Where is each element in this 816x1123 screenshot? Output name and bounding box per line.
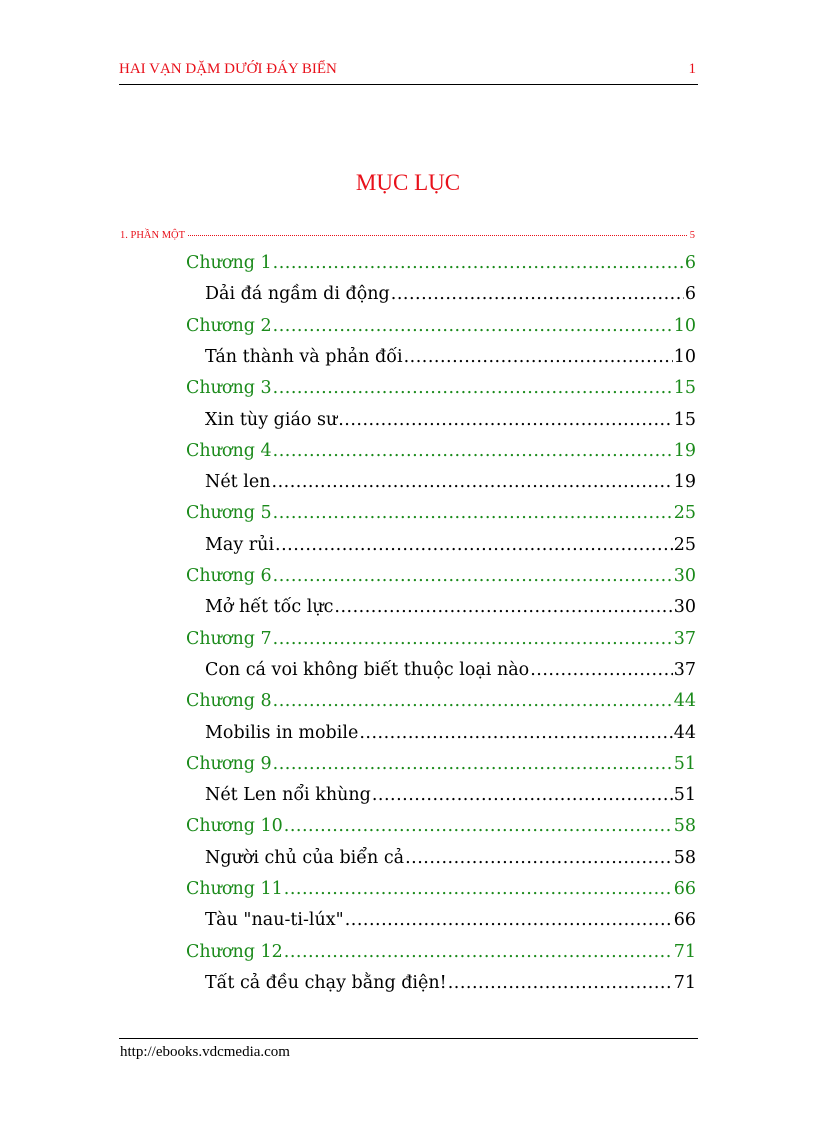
toc-section-link-page: 58 bbox=[673, 847, 696, 868]
toc-section-link-label: Người chủ của biển cả bbox=[205, 847, 405, 868]
toc-part-link[interactable] bbox=[120, 230, 695, 241]
toc-section-link[interactable] bbox=[205, 848, 696, 874]
toc-chapter-link-page: 15 bbox=[673, 378, 696, 399]
toc-chapter-link[interactable] bbox=[186, 879, 696, 905]
toc-chapter-link-label: Chương 10 bbox=[186, 816, 283, 837]
toc-chapter-link[interactable] bbox=[186, 378, 696, 404]
dot-leader bbox=[334, 597, 672, 617]
page-number: 1 bbox=[688, 61, 696, 77]
dot-leader bbox=[273, 503, 673, 523]
toc-chapter-link[interactable] bbox=[186, 503, 696, 529]
toc-section-link-page: 19 bbox=[673, 472, 696, 493]
toc-section-link[interactable] bbox=[205, 347, 696, 373]
book-title: HAI VẠN DẶM DƯỚI ĐÁY BIỂN bbox=[119, 61, 337, 77]
dot-leader bbox=[273, 629, 673, 649]
toc-chapter-link-label: Chương 8 bbox=[186, 691, 272, 712]
toc-section-link[interactable] bbox=[205, 785, 696, 811]
dot-leader bbox=[391, 284, 684, 304]
toc-section-link[interactable] bbox=[205, 660, 696, 686]
toc-section-link-page: 51 bbox=[673, 785, 696, 806]
toc-chapter-link[interactable] bbox=[186, 629, 696, 655]
dot-leader bbox=[273, 754, 673, 774]
toc-chapter-link-label: Chương 3 bbox=[186, 378, 272, 399]
dot-leader bbox=[448, 973, 673, 993]
dot-leader bbox=[273, 691, 673, 711]
toc-chapter-link[interactable] bbox=[186, 816, 696, 842]
toc-chapter-link-label: Chương 11 bbox=[186, 879, 283, 899]
toc-section-link[interactable] bbox=[205, 472, 696, 498]
toc-section-link-page: 37 bbox=[673, 659, 696, 680]
dot-leader bbox=[372, 785, 673, 805]
toc-section-link-label: Xin tùy giáo sư bbox=[205, 409, 338, 430]
part-label: 1. PHẦN MỘT bbox=[120, 230, 186, 241]
dot-leader bbox=[273, 378, 673, 398]
toc-heading: MỤC LỤC bbox=[355, 170, 461, 195]
dot-leader bbox=[275, 535, 673, 555]
toc-chapter-link-label: Chương 4 bbox=[186, 440, 272, 461]
toc-chapter-link-page: 51 bbox=[673, 753, 696, 774]
dot-leader bbox=[284, 816, 673, 836]
footer-divider bbox=[119, 1038, 698, 1039]
toc-section-link-page: 25 bbox=[673, 534, 696, 555]
toc-chapter-link-page: 44 bbox=[673, 691, 696, 712]
toc-section-link-label: Mở hết tốc lực bbox=[205, 597, 334, 618]
toc-chapter-link-page: 66 bbox=[673, 879, 696, 899]
toc-section-link-page: 15 bbox=[673, 409, 696, 430]
toc-chapter-link-label: Chương 5 bbox=[186, 503, 272, 524]
toc-section-link-label: Tất cả đều chạy bằng điện! bbox=[205, 972, 447, 993]
toc-section-link-page: 44 bbox=[673, 722, 696, 743]
footer-url[interactable]: http://ebooks.vdcmedia.com bbox=[120, 1044, 290, 1060]
dot-leader bbox=[273, 441, 673, 461]
toc-chapter-link-label: Chương 12 bbox=[186, 941, 283, 962]
toc-section-link[interactable] bbox=[205, 597, 696, 623]
toc-section-link[interactable] bbox=[205, 284, 696, 310]
toc-chapter-link-label: Chương 2 bbox=[186, 315, 272, 336]
toc-chapter-link-page: 6 bbox=[684, 253, 696, 273]
toc-chapter-link[interactable] bbox=[186, 441, 696, 467]
toc-section-link-label: May rủi bbox=[205, 534, 275, 555]
toc-chapter-link[interactable] bbox=[186, 754, 696, 780]
dot-leader bbox=[273, 566, 673, 586]
dot-leader bbox=[273, 316, 673, 336]
toc-section-link-label: Nét len bbox=[205, 472, 271, 493]
toc-section-link[interactable] bbox=[205, 973, 696, 999]
toc-section-link[interactable] bbox=[205, 410, 696, 436]
toc-section-link[interactable] bbox=[205, 723, 696, 749]
toc-chapter-link[interactable] bbox=[186, 253, 696, 279]
toc-section-link-label: Dải đá ngầm di động bbox=[205, 284, 390, 305]
dot-leader bbox=[530, 660, 673, 680]
dot-leader bbox=[405, 848, 673, 868]
toc-section-link-label: Con cá voi không biết thuộc loại nào bbox=[205, 659, 530, 680]
toc-chapter-link-page: 71 bbox=[673, 941, 696, 962]
toc-section-link-label: Nét Len nổi khùng bbox=[205, 785, 371, 806]
toc-chapter-link-page: 37 bbox=[673, 628, 696, 649]
dot-leader bbox=[188, 235, 687, 236]
toc-chapter-link[interactable] bbox=[186, 691, 696, 717]
toc-chapter-link[interactable] bbox=[186, 942, 696, 968]
toc-chapter-link-page: 10 bbox=[673, 315, 696, 336]
dot-leader bbox=[273, 253, 684, 273]
toc-section-link-label: Tàu "nau-ti-lúx" bbox=[205, 910, 344, 931]
toc-section-link-page: 6 bbox=[684, 284, 696, 305]
toc-section-link-page: 10 bbox=[673, 346, 696, 367]
toc-section-link-page: 71 bbox=[673, 972, 696, 993]
toc-chapter-link[interactable] bbox=[186, 316, 696, 342]
toc-chapter-link[interactable] bbox=[186, 566, 696, 592]
toc-chapter-link-label: Chương 6 bbox=[186, 566, 272, 586]
dot-leader bbox=[284, 879, 673, 899]
dot-leader bbox=[345, 910, 673, 930]
toc-section-link-page: 66 bbox=[673, 910, 696, 931]
toc-chapter-link-page: 25 bbox=[673, 503, 696, 524]
toc-chapter-link-page: 58 bbox=[673, 816, 696, 837]
dot-leader bbox=[284, 942, 673, 962]
toc-chapter-link-label: Chương 7 bbox=[186, 628, 272, 649]
dot-leader bbox=[272, 472, 673, 492]
toc-section-link-label: Tán thành và phản đối bbox=[205, 346, 403, 367]
dot-leader bbox=[338, 410, 672, 430]
toc-section-link-page: 30 bbox=[673, 597, 696, 618]
toc-chapter-link-label: Chương 1 bbox=[186, 253, 272, 273]
toc-section-link[interactable] bbox=[205, 910, 696, 936]
toc-section-link-label: Mobilis in mobile bbox=[205, 722, 359, 743]
toc-chapter-link-label: Chương 9 bbox=[186, 753, 272, 774]
toc-chapter-link-page: 30 bbox=[673, 566, 696, 586]
page-header bbox=[119, 58, 698, 85]
toc-chapter-link-page: 19 bbox=[673, 440, 696, 461]
part-page: 5 bbox=[689, 230, 695, 241]
toc-section-link[interactable] bbox=[205, 535, 696, 561]
dot-leader bbox=[359, 723, 672, 743]
dot-leader bbox=[404, 347, 673, 367]
